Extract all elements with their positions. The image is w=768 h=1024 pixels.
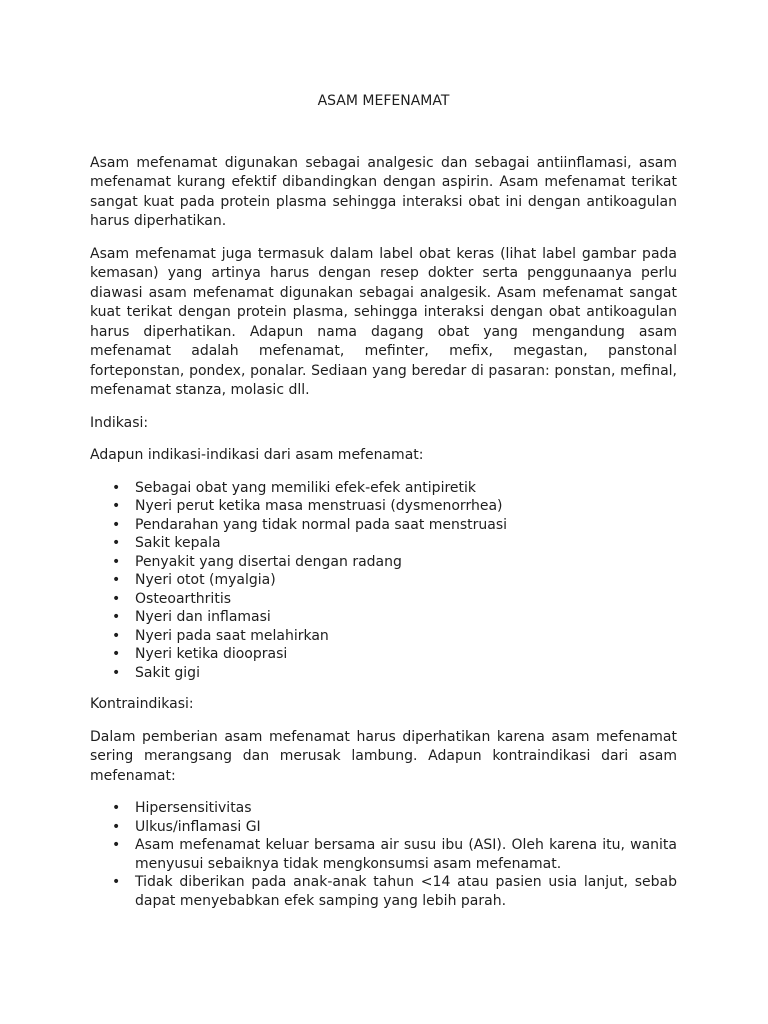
list-item-text: Nyeri perut ketika masa menstruasi (dysmenorrhea) [135,498,503,514]
description-paragraph: Asam mefenamat juga termasuk dalam label obat keras (lihat label gambar pada kemasan) yang artinya harus dengan resep dokter serta penggunaanya perlu diawasi asam mefenamat digunakan sebagai analgesik. Asam mefenamat sangat kuat terikat dengan protein plasma, sehingga interaksi dengan obat antikoagulan harus diperhatikan. Adapun nama dagang obat yang mengandung asam mefenamat adalah mefenamat, mefinter, mefix, megastan, panstonal forteponstan, pondex, ponalar. Sediaan yang beredar di pasaran: ponstan, mefinal, mefenamat stanza, molasic dll. [90,245,677,398]
bullet-icon: • [112,479,121,496]
bullet-icon: • [112,535,121,551]
bullet-icon: • [112,516,121,533]
indikasi-intro: Adapun indikasi-indikasi dari asam mefenamat: [90,447,424,463]
bullet-icon: • [112,664,121,681]
document-page [90,92,677,923]
list-item [90,534,677,553]
list-item-text: Nyeri otot (myalgia) [135,572,276,588]
list-item-text: Ulkus/inflamasi GI [135,818,261,835]
list-item-text: Sakit kepala [135,535,221,551]
list-item [90,836,677,873]
bullet-icon: • [112,874,121,890]
bullet-icon: • [112,590,121,607]
document-title: ASAM MEFENAMAT [317,93,450,109]
list-item-text: Asam mefenamat keluar bersama air susu ibu (ASI). Oleh karena itu, wanita menyusui sebaiknya tidak mengkonsumsi asam mefenamat. [135,837,677,872]
list-item [90,799,677,818]
bullet-icon: • [112,553,121,570]
intro-paragraph: Asam mefenamat digunakan sebagai analgesic dan sebagai antiinflamasi, asam mefenamat kurang efektif dibandingkan dengan aspirin. Asam mefenamat terikat sangat kuat pada protein plasma sehingga interaksi obat ini dengan antikoagulan harus diperhatikan. [90,154,677,229]
list-item [90,497,677,516]
list-item [90,479,677,498]
list-item [90,590,677,609]
list-item [90,645,677,664]
bullet-icon: • [112,800,121,816]
list-item-text: Osteoarthritis [135,590,231,607]
list-item [90,664,677,683]
list-item-text: Pendarahan yang tidak normal pada saat menstruasi [135,516,508,533]
indikasi-heading: Indikasi: [90,414,149,431]
list-item-text: Penyakit yang disertai dengan radang [135,553,402,570]
list-item [90,627,677,646]
list-item-text: Tidak diberikan pada anak-anak tahun <14 atau pasien usia lanjut, sebab dapat menyebabkan efek samping yang lebih parah. [135,874,677,909]
bullet-icon: • [112,572,121,588]
bullet-icon: • [112,818,121,835]
list-item [90,818,677,837]
list-item [90,553,677,572]
list-item-text: Nyeri pada saat melahirkan [135,627,329,644]
indikasi-list [90,479,677,683]
list-item [90,571,677,590]
list-item [90,873,677,910]
list-item-text: Nyeri dan inflamasi [135,609,271,625]
list-item-text: Sebagai obat yang memiliki efek-efek antipiretik [135,479,477,496]
bullet-icon: • [112,837,121,853]
list-item-text: Nyeri ketika diooprasi [135,646,288,662]
kontraindikasi-heading: Kontraindikasi: [90,696,194,712]
bullet-icon: • [112,609,121,625]
bullet-icon: • [112,498,121,514]
list-item-text: Hipersensitivitas [135,800,252,816]
list-item [90,608,677,627]
kontraindikasi-list [90,799,677,910]
bullet-icon: • [112,646,121,662]
list-item [90,516,677,535]
list-item-text: Sakit gigi [135,664,200,681]
kontraindikasi-intro: Dalam pemberian asam mefenamat harus diperhatikan karena asam mefenamat sering merangsang dan merusak lambung. Adapun kontraindikasi dari asam mefenamat: [90,728,677,784]
bullet-icon: • [112,627,121,644]
